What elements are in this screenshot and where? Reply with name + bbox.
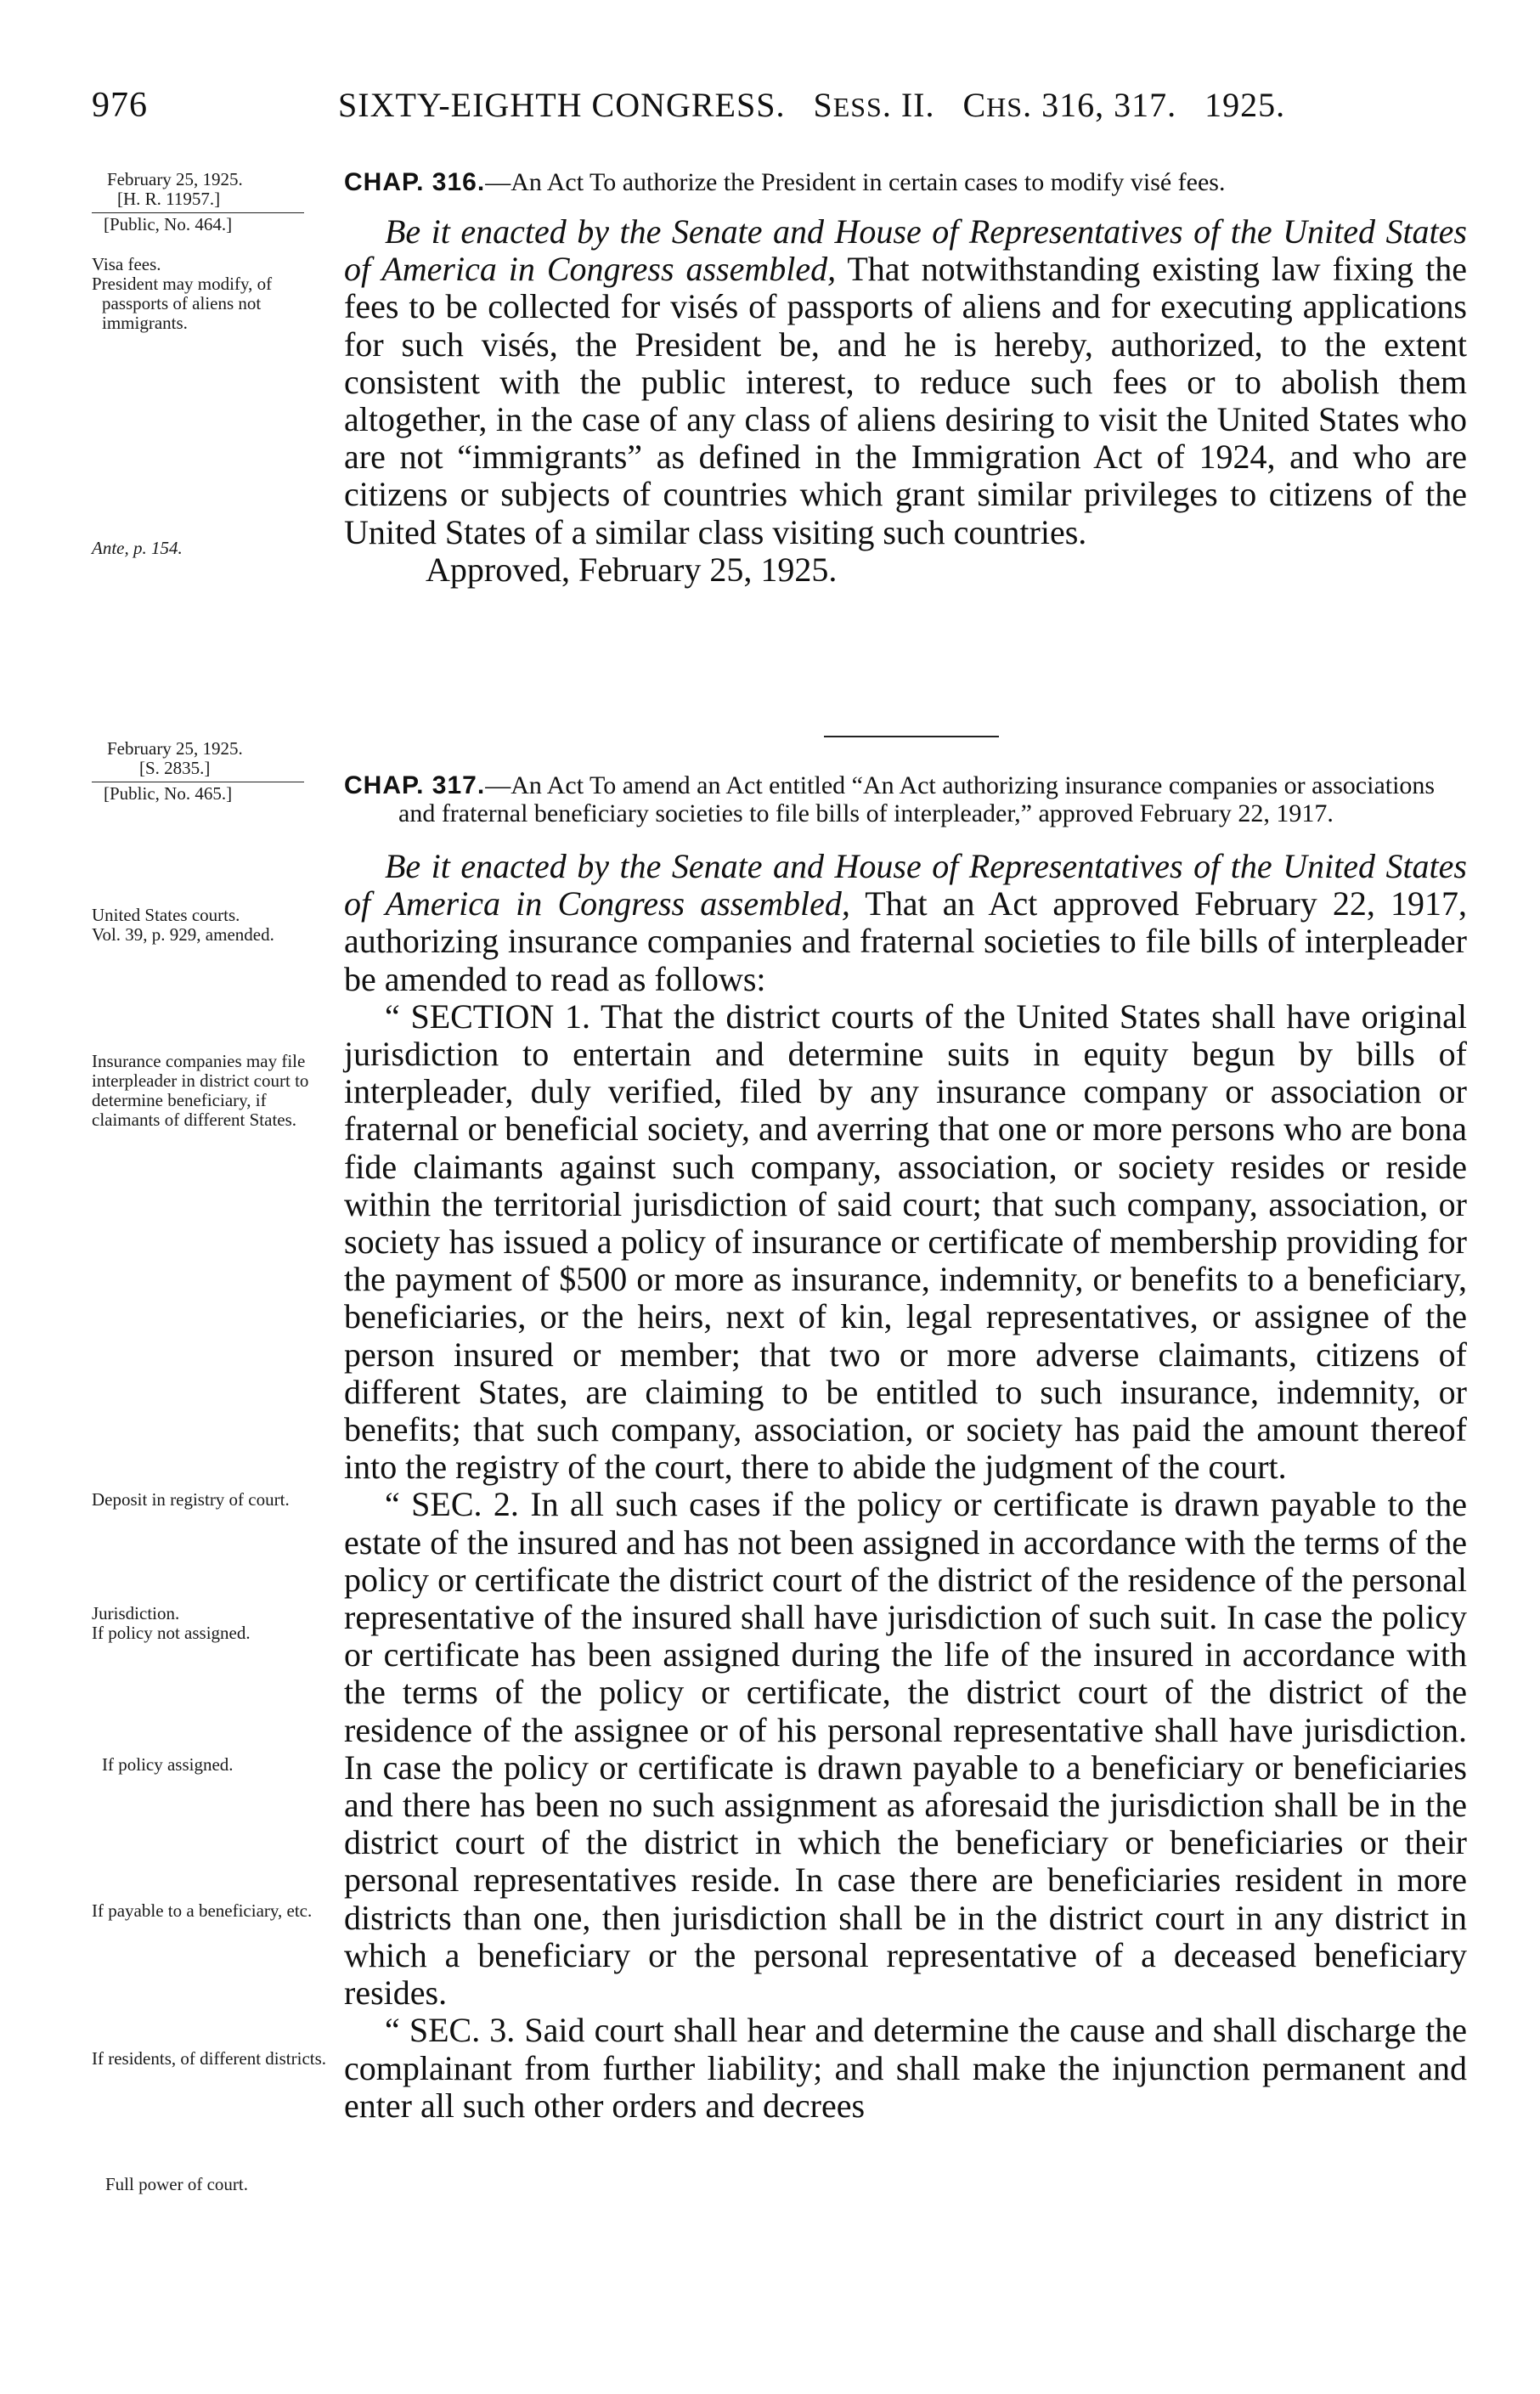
session-number: . II. xyxy=(882,86,935,124)
section3-text: Said court shall hear and determine the cause and shall discharge the complainant from further liability; and shall make the injunction permanent and enter all such other orders and decrees xyxy=(344,2011,1468,2125)
chap316-label: CHAP. 316. xyxy=(344,168,486,196)
section3-label: “ SEC. 3. xyxy=(385,2011,516,2050)
chap317-body xyxy=(344,771,1467,2125)
chap317-intro: That an Act approved February 22, 1917, authorizing insurance companies and fraternal societies to file bills of interpleader be amended to read as follows: xyxy=(344,884,1467,998)
page-number: 976 xyxy=(92,86,148,125)
section2-label: “ SEC. 2. xyxy=(385,1485,519,1524)
chap316-margin-citation xyxy=(92,170,340,234)
note-ante-p154: Ante, p. 154. xyxy=(92,538,183,558)
chap317-bill: [S. 2835.] xyxy=(139,758,211,778)
chap317-date: February 25, 1925. xyxy=(107,738,243,759)
chap317-section3 xyxy=(344,2012,1467,2125)
section1-label: “ SECTION 1. xyxy=(385,997,591,1036)
note-if-payable-beneficiary: If payable to a beneficiary, etc. xyxy=(92,1900,313,1921)
note-if-policy-not-assigned: If policy not assigned. xyxy=(92,1623,251,1643)
chap317-section1 xyxy=(344,998,1467,1487)
note-if-policy-assigned: If policy assigned. xyxy=(102,1754,234,1775)
chap316-approved: Approved, February 25, 1925. xyxy=(426,550,838,589)
chap317-enacting-clause: Be it enacted by the Senate and House of Representatives of the United States of America in Congress assembled, xyxy=(344,847,1467,923)
note-insurance-companies: Insurance companies may file interpleader in district court to determine beneficiary, if claimants of different States. xyxy=(92,1051,309,1130)
chap316-enacting-clause: Be it enacted by the Senate and House of Representatives of the United States of America in Congress assembled, xyxy=(344,212,1467,289)
congress-title: SIXTY-EIGHTH CONGRESS. xyxy=(338,86,786,124)
chap317-intro-paragraph xyxy=(344,848,1467,998)
chap316-heading xyxy=(344,168,1467,196)
note-jurisdiction: Jurisdiction. xyxy=(92,1603,180,1623)
chapters-rest: HS xyxy=(986,92,1024,122)
chap316-paragraph xyxy=(344,213,1467,551)
chap316-bill: [H. R. 11957.] xyxy=(117,189,221,209)
chap317-section2 xyxy=(344,1486,1467,2012)
chap316-title: —An Act To authorize the President in certain cases to modify visé fees. xyxy=(485,168,1226,196)
chap317-title: —An Act To amend an Act entitled “An Act authorizing insurance companies or associations and fraternal beneficiary societies to file bills of interpleader,” approved February 22, 1917. xyxy=(398,771,1436,827)
note-vol39-amended: Vol. 39, p. 929, amended. xyxy=(92,924,274,945)
chap316-provision: That notwithstanding existing law fixing the fees to be collected for visés of passports of aliens and for executing applications for such visés, the President be, and he is hereby, authorized, to the extent consistent with the public interest, to reduce such fees or to abolish them altogether, in the case of any class of aliens desiring to visit the United States who are not “immigrants” as defined in the Immigration Act of 1924, and who are citizens or subjects of countries which grant similar privileges to citizens of the United States of a similar class visiting such countries. xyxy=(344,250,1467,551)
chapters-prefix: C xyxy=(962,86,987,124)
note-if-residents-different-districts: If residents, of different districts. xyxy=(92,2048,327,2069)
chap317-margin-notes-b xyxy=(92,1604,340,1643)
running-header xyxy=(92,85,1476,136)
chap316-body xyxy=(344,168,1467,589)
chap317-label: CHAP. 317. xyxy=(344,771,486,799)
chap316-margin-rule xyxy=(92,212,304,213)
section1-text: That the district courts of the United States shall have original jurisdiction to entertain and determine suits in equity begun by bills of interpleader, duly verified, filed by any insurance company or association or fraternal or beneficial society, and averring that one or more persons who are bona fide claimants against such company, association, or society resides or reside within the territorial jurisdiction of said court; that such company, association, or society has issued a policy of insurance or certificate of membership providing for the payment of $500 or more as insurance, indemnity, or benefits to a beneficiary, beneficiaries, or the heirs, next of kin, legal representatives, or assignee of the person insured or member; that two or more adverse claimants, citizens of different States, are claiming to be entitled to such insurance, indemnity, or benefits; that such company, association, or society has paid the amount thereof into the registry of the court, there to abide the judgment of the court. xyxy=(344,997,1467,1487)
chap316-margin-notes xyxy=(92,255,338,333)
chap316-text xyxy=(344,213,1467,589)
chapters-numbers: . 316, 317. xyxy=(1023,86,1177,124)
session-prefix: S xyxy=(813,86,833,124)
chap317-heading xyxy=(344,771,1467,827)
note-visa-fees: Visa fees. xyxy=(92,254,161,274)
chap317-text xyxy=(344,848,1467,2125)
chapter-separator-rule xyxy=(824,736,999,737)
note-full-power-court: Full power of court. xyxy=(105,2174,248,2194)
chap317-margin-citation xyxy=(92,739,340,804)
year: 1925. xyxy=(1204,86,1286,124)
chap317-public-law: [Public, No. 465.] xyxy=(104,783,233,804)
session-rest: ESS xyxy=(832,92,883,122)
running-head xyxy=(338,85,1285,125)
chap316-public-law: [Public, No. 464.] xyxy=(104,214,233,234)
note-president-may-modify: President may modify, of passports of aliens not immigrants. xyxy=(92,274,273,333)
section2-text: In all such cases if the policy or certificate is drawn payable to the estate of the insured and has not been assigned in accordance with the terms of the policy or certificate the district court of the district of the residence of the personal representative of the insured shall have jurisdiction of such suit. In case the policy or certificate has been assigned during the life of the insured in accordance with the terms of the policy or certificate, the district court of the district of the residence of the assignee or of his personal representative shall have jurisdiction. In case the policy or certificate is drawn payable to a beneficiary or beneficiaries and there has been no such assignment as aforesaid the jurisdiction shall be in the district court of the district in which the beneficiary or beneficiaries or their personal representatives reside. In case there are beneficiaries resident in more districts than one, then jurisdiction shall be in the district court in any district in which a beneficiary or the personal representative of a deceased beneficiary resides. xyxy=(344,1485,1467,2013)
note-deposit-registry: Deposit in registry of court. xyxy=(92,1489,290,1510)
chap316-date: February 25, 1925. xyxy=(107,169,243,189)
chap317-margin-notes-a xyxy=(92,906,340,945)
note-united-states-courts: United States courts. xyxy=(92,905,240,925)
